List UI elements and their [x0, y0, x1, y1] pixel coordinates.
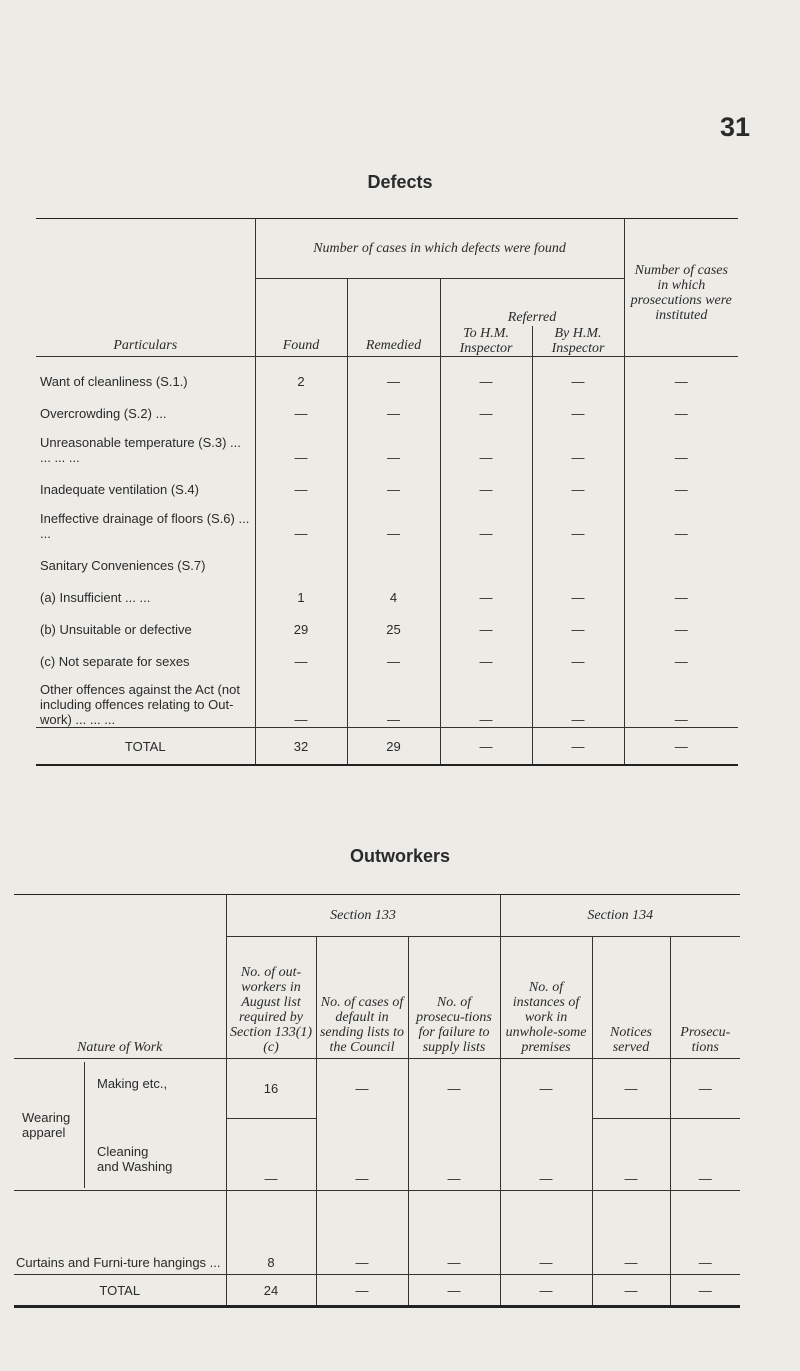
- cell-found: —: [255, 421, 347, 465]
- header-referred: Referred: [507, 310, 557, 325]
- cell-by_hm: —: [532, 497, 624, 541]
- header-prosecutions-lists: No. of prosecu-tions for failure to supply lists: [408, 937, 500, 1059]
- cell-found: —: [255, 669, 347, 728]
- cell-found: 1: [255, 573, 347, 605]
- cell-remedied: 4: [347, 573, 440, 605]
- table-row: [36, 605, 738, 637]
- cell-by_hm: —: [532, 573, 624, 605]
- cell-by_hm: —: [532, 357, 624, 390]
- row-label: Unreasonable temperature (S.3) ... ... ... ...: [40, 435, 241, 465]
- table-row: [36, 389, 738, 421]
- cell: —: [500, 1191, 592, 1275]
- total-to-hm: —: [440, 728, 532, 766]
- cell-by_hm: [532, 541, 624, 573]
- row-label: Inadequate ventilation (S.4): [40, 482, 199, 497]
- cell-remedied: —: [347, 357, 440, 390]
- cell-pros: —: [624, 357, 738, 390]
- row-label: (c) Not separate for sexes: [40, 654, 190, 669]
- cell-to_hm: —: [440, 573, 532, 605]
- cell: —: [226, 1119, 316, 1191]
- cell-by_hm: —: [532, 421, 624, 465]
- cell-pros: —: [624, 637, 738, 669]
- row-label-cleaning: Cleaning and Washing: [97, 1143, 173, 1174]
- cell-by_hm: —: [532, 669, 624, 728]
- header-to-hm: To H.M. Inspector: [459, 326, 513, 356]
- defects-title: Defects: [367, 172, 433, 192]
- cell-to_hm: —: [440, 357, 532, 390]
- cell-remedied: —: [347, 669, 440, 728]
- cell-found: [255, 541, 347, 573]
- page-number: 31: [719, 112, 750, 142]
- defects-table: [36, 218, 738, 766]
- cell-found: 29: [255, 605, 347, 637]
- table-row: [36, 573, 738, 605]
- header-section-134: Section 134: [500, 895, 740, 937]
- cell-remedied: —: [347, 497, 440, 541]
- header-nature-of-work: Nature of Work: [14, 895, 226, 1059]
- cell: —: [408, 1119, 500, 1191]
- cell-found: —: [255, 389, 347, 421]
- header-cases-default: No. of cases of default in sending lists to the Council: [316, 937, 408, 1059]
- cell-found: —: [255, 497, 347, 541]
- header-found: Found: [255, 279, 347, 357]
- cell: 8: [226, 1191, 316, 1275]
- table-row: [36, 465, 738, 497]
- table-row: [36, 497, 738, 541]
- cell-pros: —: [624, 669, 738, 728]
- cell-to_hm: [440, 541, 532, 573]
- cell: —: [592, 1119, 670, 1191]
- cell: —: [500, 1275, 592, 1307]
- header-outworkers-list: No. of out-workers in August list required by Section 133(1) (c): [226, 937, 316, 1059]
- cell-found: —: [255, 637, 347, 669]
- cell: —: [500, 1119, 592, 1191]
- cell-remedied: —: [347, 389, 440, 421]
- cell-remedied: —: [347, 465, 440, 497]
- row-label: (a) Insufficient ... ...: [40, 590, 151, 605]
- cell-found: 2: [255, 357, 347, 390]
- cell: —: [316, 1059, 408, 1119]
- row-label: Sanitary Conveniences (S.7): [40, 558, 206, 573]
- cell-remedied: [347, 541, 440, 573]
- cell-pros: [624, 541, 738, 573]
- header-notices-served: Notices served: [592, 937, 670, 1059]
- cell-found: —: [255, 465, 347, 497]
- outworkers-total-row: [14, 1275, 740, 1307]
- row-label: Other offences against the Act (not including offences relating to Out-work) ... ... ...: [40, 682, 240, 727]
- cell: —: [670, 1275, 740, 1307]
- outworkers-title: Outworkers: [349, 846, 451, 866]
- cell-pros: —: [624, 573, 738, 605]
- cell-to_hm: —: [440, 669, 532, 728]
- row-label-making: Making etc.,: [97, 1075, 168, 1091]
- header-remedied: Remedied: [347, 279, 440, 357]
- cell: —: [408, 1059, 500, 1119]
- row-label: Ineffective drainage of floors (S.6) ... ...: [40, 511, 250, 541]
- defects-total-row: [36, 728, 738, 766]
- cell-to_hm: —: [440, 421, 532, 465]
- cell-to_hm: —: [440, 637, 532, 669]
- cell: —: [408, 1275, 500, 1307]
- wearing-apparel-label: Wearing apparel: [22, 1109, 71, 1140]
- cell-by_hm: —: [532, 637, 624, 669]
- header-prosecutions: Prosecu-tions: [670, 937, 740, 1059]
- cell: —: [316, 1275, 408, 1307]
- cell: —: [670, 1059, 740, 1119]
- cell-pros: —: [624, 497, 738, 541]
- total-label: TOTAL: [14, 1275, 226, 1307]
- total-remedied: 29: [347, 728, 440, 766]
- cell-to_hm: —: [440, 605, 532, 637]
- cell-pros: —: [624, 421, 738, 465]
- total-prosecutions: —: [624, 728, 738, 766]
- row-label: Overcrowding (S.2) ...: [40, 406, 167, 421]
- table-row: [36, 421, 738, 465]
- cell: 16: [226, 1059, 316, 1119]
- total-found: 32: [255, 728, 347, 766]
- header-by-hm: By H.M. Inspector: [532, 326, 624, 356]
- header-section-133: Section 133: [226, 895, 500, 937]
- brace-icon: [84, 1062, 91, 1188]
- cell: —: [316, 1119, 408, 1191]
- header-particulars: Particulars: [36, 219, 255, 357]
- table-row: [36, 669, 738, 728]
- cell: —: [316, 1191, 408, 1275]
- cell-by_hm: —: [532, 465, 624, 497]
- cell: —: [592, 1275, 670, 1307]
- cell: —: [670, 1119, 740, 1191]
- cell-to_hm: —: [440, 389, 532, 421]
- row-label-curtains: Curtains and Furni-ture hangings ...: [16, 1255, 221, 1270]
- cell-pros: —: [624, 605, 738, 637]
- cell: —: [408, 1191, 500, 1275]
- row-label: (b) Unsuitable or defective: [40, 622, 192, 637]
- cell: —: [500, 1059, 592, 1119]
- table-row: [14, 1191, 740, 1275]
- cell-to_hm: —: [440, 465, 532, 497]
- cell-remedied: —: [347, 637, 440, 669]
- cell-by_hm: —: [532, 389, 624, 421]
- cell-remedied: —: [347, 421, 440, 465]
- row-label: Want of cleanliness (S.1.): [40, 374, 188, 389]
- cell-pros: —: [624, 389, 738, 421]
- cell: —: [670, 1191, 740, 1275]
- cell: 24: [226, 1275, 316, 1307]
- cell-to_hm: —: [440, 497, 532, 541]
- table-row: [36, 541, 738, 573]
- cell-by_hm: —: [532, 605, 624, 637]
- cell-pros: —: [624, 465, 738, 497]
- outworkers-table: [14, 894, 740, 1308]
- total-label: TOTAL: [36, 728, 255, 766]
- total-by-hm: —: [532, 728, 624, 766]
- table-row: [14, 1059, 740, 1119]
- cell: —: [592, 1191, 670, 1275]
- header-cases-found: Number of cases in which defects were found: [255, 219, 624, 279]
- header-prosecutions: Number of cases in which prosecutions were instituted: [624, 219, 738, 357]
- header-unwholesome-premises: No. of instances of work in unwhole-some premises: [500, 937, 592, 1059]
- table-row: [36, 637, 738, 669]
- table-row: [36, 357, 738, 390]
- cell: —: [592, 1059, 670, 1119]
- cell-remedied: 25: [347, 605, 440, 637]
